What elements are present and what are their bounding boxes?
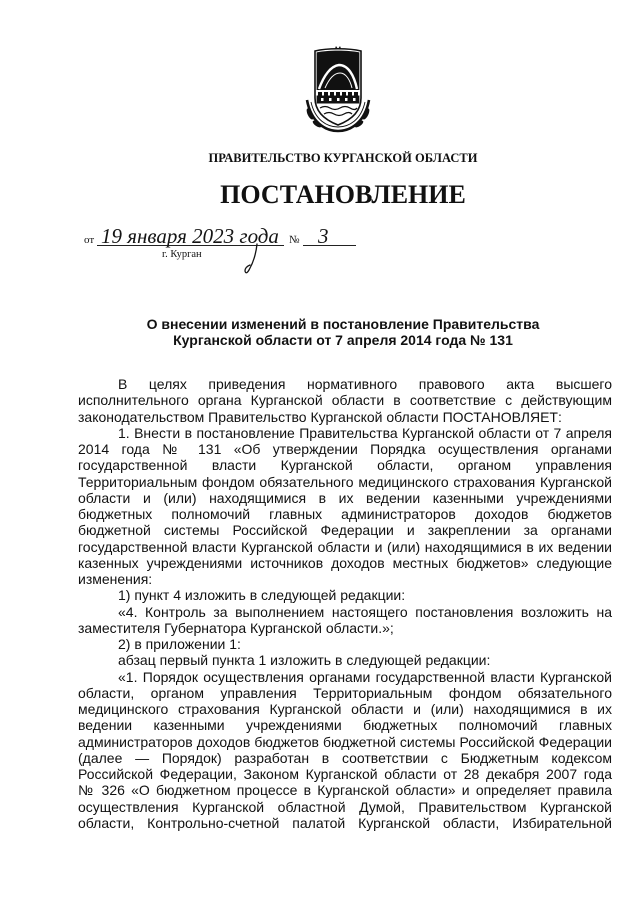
body-line: казенных учреждениями источников доходов местных бюджетов» следующие	[78, 554, 612, 571]
body-line: Российской Федерации, Законом Курганской области от 28 декабря 2007 года	[78, 766, 612, 782]
body-line: (далее — Порядок) разработан в соответствии с Бюджетным кодексом	[78, 749, 612, 766]
document-type-heading: ПОСТАНОВЛЕНИЕ	[220, 180, 466, 209]
coat-of-arms-graphic	[303, 42, 373, 134]
body-paragraph	[78, 636, 612, 652]
body-line: бюджетных полномочий главных администраторов доходов бюджетов	[78, 506, 612, 522]
body-paragraph	[78, 587, 612, 603]
date-prefix: от	[84, 234, 95, 246]
body-line: заместителя Губернатора Курганской области.»;	[78, 619, 394, 636]
document-title-line: Курганской области от 7 апреля 2014 года № 131	[173, 332, 513, 348]
organization-name: ПРАВИТЕЛЬСТВО КУРГАНСКОЙ ОБЛАСТИ	[208, 151, 478, 165]
body-paragraph	[78, 425, 612, 588]
number-prefix: №	[289, 234, 300, 246]
body-line: бюджетной системы Российской Федерации и закреплении за органами	[78, 522, 612, 539]
handwritten-date: 19 января 2023 года	[101, 224, 279, 248]
body-line: осуществления Курганской областной Думой, Правительством Курганской	[78, 798, 612, 815]
body-line: «4. Контроль за выполнением настоящего постановления возложить на	[118, 603, 612, 620]
document-title	[78, 316, 608, 348]
body-line: администраторов доходов бюджетов бюджетной системы Российской Федерации	[78, 733, 612, 750]
body-line: области и (или) находящимися в их ведении казенными учреждениями	[78, 489, 612, 506]
body-line: области, Контрольно-счетной палатой Курганской области, Избирательной	[78, 814, 612, 831]
body-line: области, органом управления Территориальным фондом обязательного	[78, 684, 612, 701]
body-paragraph	[78, 652, 612, 668]
body-line: законодательством Правительство Курганской области ПОСТАНОВЛЯЕТ:	[78, 408, 562, 425]
body-line: государственной власти Курганской области и (или) находящимися в их ведении	[78, 538, 612, 555]
coat-of-arms-icon	[303, 42, 373, 134]
body-line: исполнительного органа Курганской области в соответствие с действующим	[78, 392, 612, 409]
body-paragraph	[78, 604, 612, 637]
body-line: абзац первый пункта 1 изложить в следующей редакции:	[118, 652, 491, 669]
body-line: медицинского страхования Курганской области и (или) находящимися в их	[78, 701, 612, 717]
body-paragraph	[78, 376, 612, 425]
document-title-line: О внесении изменений в постановление Правительства	[146, 316, 540, 332]
body-line: 2) в приложении 1:	[118, 636, 241, 652]
document-body	[78, 376, 612, 831]
body-line: № 326 «О бюджетном процессе в Курганской области» и определяет правила	[78, 782, 612, 799]
body-line: 1) пункт 4 изложить в следующей редакции:	[118, 587, 406, 604]
body-line: государственной власти Курганской области, органом управления	[78, 457, 612, 474]
body-line: 2014 года № 131 «Об утверждении Порядка осуществления органами	[78, 441, 612, 457]
handwriting-flourish	[236, 238, 266, 278]
body-line: ведении казенными учреждениями бюджетных полномочий главных	[78, 717, 612, 734]
emblem-mound	[317, 51, 360, 90]
body-line: «1. Порядок осуществления органами государственной власти Курганской	[118, 668, 612, 685]
body-line: изменения:	[78, 571, 153, 587]
body-paragraph	[78, 669, 612, 832]
number-underline	[303, 245, 356, 246]
body-line: В целях приведения нормативного правового акта высшего	[118, 376, 612, 392]
body-line: 1. Внести в постановление Правительства Курганской области от 7 апреля	[118, 424, 612, 441]
place-of-issue: г. Курган	[162, 249, 202, 260]
handwritten-number: 3	[318, 224, 329, 248]
body-line: Территориальным фондом обязательного медицинского страхования Курганской	[78, 473, 612, 490]
